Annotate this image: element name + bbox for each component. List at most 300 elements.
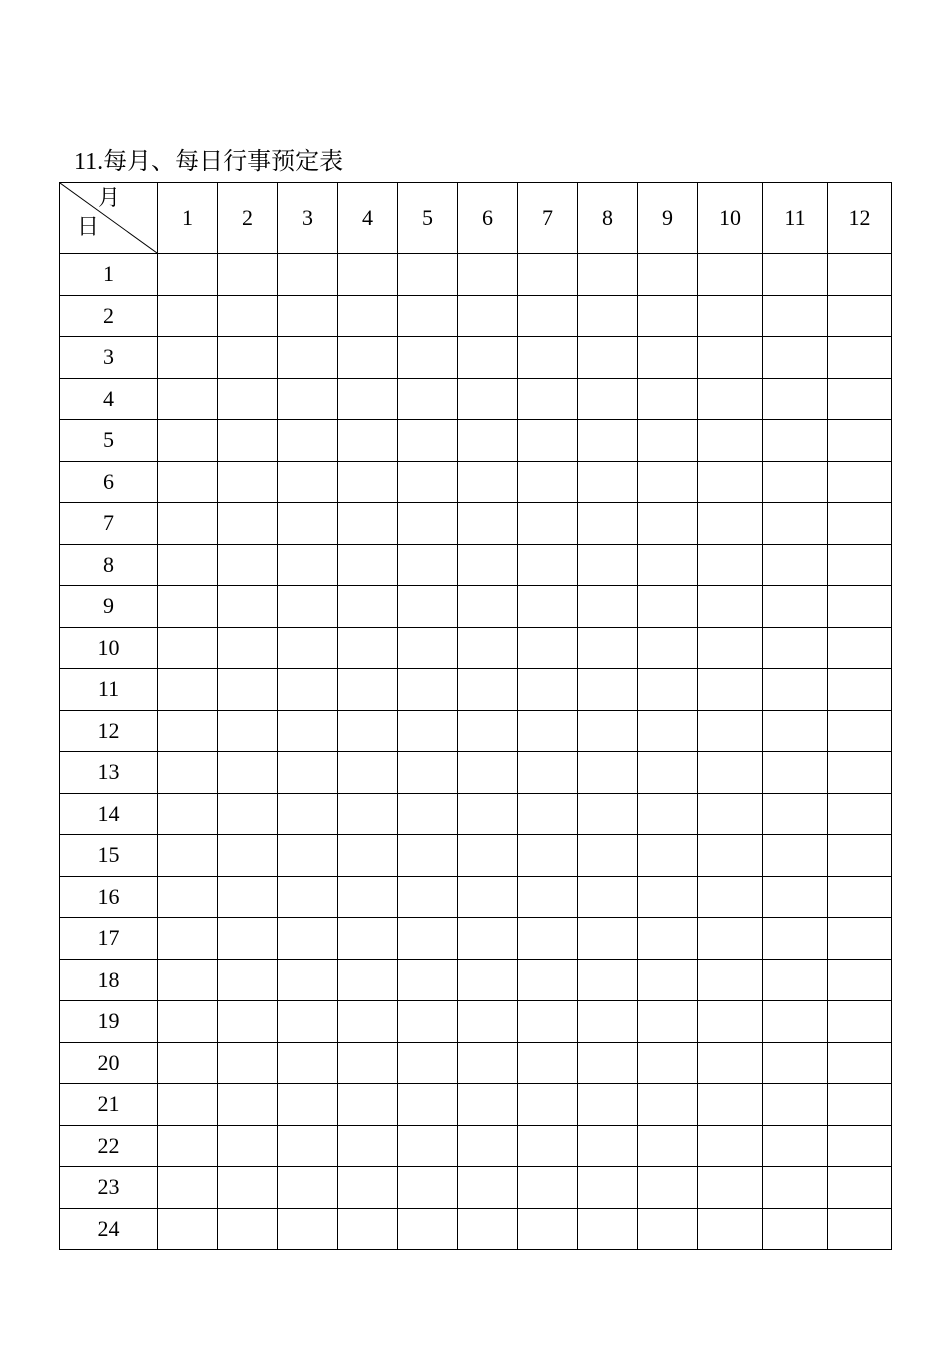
schedule-entry-cell[interactable] [338, 876, 398, 918]
schedule-entry-cell[interactable] [578, 669, 638, 711]
schedule-entry-cell[interactable] [398, 1042, 458, 1084]
schedule-entry-cell[interactable] [278, 1167, 338, 1209]
schedule-entry-cell[interactable] [698, 752, 763, 794]
schedule-entry-cell[interactable] [828, 918, 892, 960]
schedule-entry-cell[interactable] [338, 1001, 398, 1043]
schedule-entry-cell[interactable] [518, 1084, 578, 1126]
schedule-entry-cell[interactable] [698, 627, 763, 669]
schedule-entry-cell[interactable] [158, 295, 218, 337]
schedule-entry-cell[interactable] [338, 503, 398, 545]
schedule-entry-cell[interactable] [578, 876, 638, 918]
schedule-entry-cell[interactable] [458, 295, 518, 337]
schedule-entry-cell[interactable] [338, 752, 398, 794]
schedule-entry-cell[interactable] [578, 1042, 638, 1084]
schedule-entry-cell[interactable] [338, 669, 398, 711]
schedule-entry-cell[interactable] [338, 378, 398, 420]
schedule-entry-cell[interactable] [763, 669, 828, 711]
schedule-entry-cell[interactable] [698, 835, 763, 877]
schedule-entry-cell[interactable] [338, 1042, 398, 1084]
schedule-entry-cell[interactable] [638, 793, 698, 835]
schedule-entry-cell[interactable] [828, 1001, 892, 1043]
schedule-entry-cell[interactable] [158, 918, 218, 960]
schedule-entry-cell[interactable] [158, 752, 218, 794]
schedule-entry-cell[interactable] [698, 1042, 763, 1084]
day-label-cell [60, 876, 158, 918]
schedule-entry-cell[interactable] [278, 295, 338, 337]
schedule-entry-cell[interactable] [828, 544, 892, 586]
schedule-entry-cell[interactable] [638, 918, 698, 960]
schedule-entry-cell[interactable] [518, 378, 578, 420]
schedule-entry-cell[interactable] [698, 295, 763, 337]
schedule-entry-cell[interactable] [278, 876, 338, 918]
schedule-entry-cell[interactable] [338, 627, 398, 669]
schedule-entry-cell[interactable] [578, 959, 638, 1001]
schedule-entry-cell[interactable] [338, 337, 398, 379]
schedule-entry-cell[interactable] [518, 710, 578, 752]
schedule-entry-cell[interactable] [638, 710, 698, 752]
schedule-entry-cell[interactable] [698, 669, 763, 711]
schedule-entry-cell[interactable] [278, 835, 338, 877]
schedule-entry-cell[interactable] [828, 586, 892, 628]
schedule-entry-cell[interactable] [278, 627, 338, 669]
schedule-entry-cell[interactable] [698, 876, 763, 918]
schedule-entry-cell[interactable] [458, 378, 518, 420]
schedule-entry-cell[interactable] [763, 959, 828, 1001]
schedule-entry-cell[interactable] [828, 1167, 892, 1209]
schedule-entry-cell[interactable] [458, 835, 518, 877]
schedule-entry-cell[interactable] [458, 461, 518, 503]
schedule-entry-cell[interactable] [398, 1125, 458, 1167]
schedule-entry-cell[interactable] [518, 876, 578, 918]
schedule-entry-cell[interactable] [218, 1208, 278, 1250]
schedule-entry-cell[interactable] [698, 1084, 763, 1126]
schedule-entry-cell[interactable] [638, 254, 698, 296]
schedule-entry-cell[interactable] [518, 544, 578, 586]
schedule-entry-cell[interactable] [763, 337, 828, 379]
schedule-entry-cell[interactable] [218, 627, 278, 669]
schedule-entry-cell[interactable] [158, 835, 218, 877]
schedule-entry-cell[interactable] [828, 752, 892, 794]
schedule-entry-cell[interactable] [638, 627, 698, 669]
schedule-entry-cell[interactable] [158, 378, 218, 420]
schedule-entry-cell[interactable] [458, 918, 518, 960]
schedule-entry-cell[interactable] [398, 378, 458, 420]
schedule-entry-cell[interactable] [398, 752, 458, 794]
schedule-entry-cell[interactable] [698, 710, 763, 752]
schedule-entry-cell[interactable] [458, 1125, 518, 1167]
schedule-entry-cell[interactable] [518, 1001, 578, 1043]
schedule-entry-cell[interactable] [458, 876, 518, 918]
schedule-entry-cell[interactable] [578, 503, 638, 545]
schedule-entry-cell[interactable] [578, 586, 638, 628]
schedule-entry-cell[interactable] [158, 254, 218, 296]
schedule-entry-cell[interactable] [518, 627, 578, 669]
schedule-entry-cell[interactable] [338, 586, 398, 628]
schedule-entry-cell[interactable] [578, 835, 638, 877]
schedule-entry-cell[interactable] [763, 876, 828, 918]
schedule-entry-cell[interactable] [218, 461, 278, 503]
schedule-entry-cell[interactable] [398, 669, 458, 711]
table-row [60, 295, 892, 337]
schedule-entry-cell[interactable] [458, 710, 518, 752]
schedule-entry-cell[interactable] [278, 1084, 338, 1126]
schedule-entry-cell[interactable] [458, 1001, 518, 1043]
schedule-entry-cell[interactable] [698, 918, 763, 960]
schedule-entry-cell[interactable] [518, 918, 578, 960]
schedule-entry-cell[interactable] [278, 586, 338, 628]
schedule-entry-cell[interactable] [218, 503, 278, 545]
schedule-entry-cell[interactable] [158, 503, 218, 545]
schedule-entry-cell[interactable] [458, 544, 518, 586]
schedule-entry-cell[interactable] [218, 337, 278, 379]
schedule-entry-cell[interactable] [638, 752, 698, 794]
schedule-entry-cell[interactable] [578, 918, 638, 960]
schedule-entry-cell[interactable] [763, 627, 828, 669]
schedule-entry-cell[interactable] [763, 295, 828, 337]
schedule-entry-cell[interactable] [828, 1042, 892, 1084]
schedule-entry-cell[interactable] [828, 959, 892, 1001]
schedule-entry-cell[interactable] [458, 793, 518, 835]
schedule-entry-cell[interactable] [828, 876, 892, 918]
schedule-entry-cell[interactable] [638, 1208, 698, 1250]
schedule-entry-cell[interactable] [763, 710, 828, 752]
schedule-entry-cell[interactable] [638, 295, 698, 337]
schedule-entry-cell[interactable] [763, 378, 828, 420]
schedule-entry-cell[interactable] [398, 627, 458, 669]
schedule-entry-cell[interactable] [828, 295, 892, 337]
schedule-entry-cell[interactable] [218, 1001, 278, 1043]
schedule-entry-cell[interactable] [638, 835, 698, 877]
schedule-entry-cell[interactable] [218, 1167, 278, 1209]
schedule-entry-cell[interactable] [218, 586, 278, 628]
schedule-entry-cell[interactable] [578, 793, 638, 835]
schedule-entry-cell[interactable] [698, 1167, 763, 1209]
schedule-entry-cell[interactable] [828, 793, 892, 835]
schedule-entry-cell[interactable] [338, 1167, 398, 1209]
schedule-entry-cell[interactable] [218, 1084, 278, 1126]
schedule-entry-cell[interactable] [158, 1042, 218, 1084]
schedule-entry-cell[interactable] [398, 544, 458, 586]
schedule-entry-cell[interactable] [763, 1167, 828, 1209]
schedule-entry-cell[interactable] [458, 627, 518, 669]
schedule-entry-cell[interactable] [638, 1084, 698, 1126]
schedule-entry-cell[interactable] [158, 337, 218, 379]
schedule-entry-cell[interactable] [698, 254, 763, 296]
schedule-entry-cell[interactable] [638, 1042, 698, 1084]
schedule-entry-cell[interactable] [158, 1084, 218, 1126]
schedule-entry-cell[interactable] [518, 420, 578, 462]
schedule-entry-cell[interactable] [338, 1125, 398, 1167]
schedule-entry-cell[interactable] [278, 337, 338, 379]
schedule-entry-cell[interactable] [638, 959, 698, 1001]
schedule-entry-cell[interactable] [158, 461, 218, 503]
schedule-entry-cell[interactable] [518, 752, 578, 794]
schedule-entry-cell[interactable] [218, 420, 278, 462]
schedule-entry-cell[interactable] [638, 1125, 698, 1167]
schedule-entry-cell[interactable] [338, 1208, 398, 1250]
schedule-entry-cell[interactable] [578, 752, 638, 794]
schedule-entry-cell[interactable] [578, 710, 638, 752]
schedule-entry-cell[interactable] [398, 876, 458, 918]
schedule-entry-cell[interactable] [158, 544, 218, 586]
schedule-entry-cell[interactable] [518, 461, 578, 503]
schedule-entry-cell[interactable] [278, 544, 338, 586]
schedule-entry-cell[interactable] [218, 378, 278, 420]
schedule-entry-cell[interactable] [458, 669, 518, 711]
schedule-entry-cell[interactable] [278, 461, 338, 503]
schedule-entry-cell[interactable] [158, 1208, 218, 1250]
schedule-entry-cell[interactable] [218, 1125, 278, 1167]
day-label: 17 [97, 925, 120, 951]
schedule-entry-cell[interactable] [578, 544, 638, 586]
schedule-entry-cell[interactable] [278, 420, 338, 462]
schedule-entry-cell[interactable] [638, 1167, 698, 1209]
schedule-entry-cell[interactable] [518, 1167, 578, 1209]
schedule-entry-cell[interactable] [638, 461, 698, 503]
schedule-entry-cell[interactable] [828, 710, 892, 752]
schedule-entry-cell[interactable] [458, 752, 518, 794]
schedule-entry-cell[interactable] [763, 1084, 828, 1126]
schedule-entry-cell[interactable] [638, 378, 698, 420]
schedule-entry-cell[interactable] [578, 378, 638, 420]
schedule-entry-cell[interactable] [828, 461, 892, 503]
schedule-entry-cell[interactable] [698, 461, 763, 503]
schedule-entry-cell[interactable] [338, 710, 398, 752]
schedule-entry-cell[interactable] [458, 586, 518, 628]
schedule-entry-cell[interactable] [763, 1001, 828, 1043]
schedule-entry-cell[interactable] [398, 918, 458, 960]
schedule-entry-cell[interactable] [458, 337, 518, 379]
schedule-entry-cell[interactable] [578, 337, 638, 379]
schedule-entry-cell[interactable] [278, 752, 338, 794]
schedule-entry-cell[interactable] [458, 1167, 518, 1209]
schedule-entry-cell[interactable] [578, 1125, 638, 1167]
schedule-entry-cell[interactable] [638, 1001, 698, 1043]
schedule-entry-cell[interactable] [278, 1001, 338, 1043]
schedule-entry-cell[interactable] [218, 835, 278, 877]
schedule-entry-cell[interactable] [218, 710, 278, 752]
schedule-entry-cell[interactable] [338, 918, 398, 960]
schedule-entry-cell[interactable] [278, 793, 338, 835]
schedule-entry-cell[interactable] [278, 1208, 338, 1250]
schedule-entry-cell[interactable] [828, 627, 892, 669]
schedule-entry-cell[interactable] [518, 337, 578, 379]
schedule-entry-cell[interactable] [518, 959, 578, 1001]
schedule-entry-cell[interactable] [763, 503, 828, 545]
schedule-entry-cell[interactable] [763, 420, 828, 462]
schedule-entry-cell[interactable] [518, 254, 578, 296]
schedule-entry-cell[interactable] [828, 835, 892, 877]
schedule-entry-cell[interactable] [278, 254, 338, 296]
schedule-entry-cell[interactable] [763, 1125, 828, 1167]
schedule-entry-cell[interactable] [398, 1167, 458, 1209]
schedule-entry-cell[interactable] [338, 793, 398, 835]
schedule-entry-cell[interactable] [763, 461, 828, 503]
schedule-entry-cell[interactable] [698, 1208, 763, 1250]
schedule-entry-cell[interactable] [278, 1042, 338, 1084]
schedule-entry-cell[interactable] [218, 793, 278, 835]
schedule-entry-cell[interactable] [763, 544, 828, 586]
schedule-entry-cell[interactable] [218, 1042, 278, 1084]
schedule-entry-cell[interactable] [338, 254, 398, 296]
schedule-entry-cell[interactable] [828, 669, 892, 711]
schedule-entry-cell[interactable] [518, 835, 578, 877]
schedule-entry-cell[interactable] [458, 503, 518, 545]
schedule-entry-cell[interactable] [518, 1125, 578, 1167]
table-row [60, 461, 892, 503]
schedule-entry-cell[interactable] [458, 1208, 518, 1250]
day-label: 5 [103, 427, 114, 453]
schedule-entry-cell[interactable] [278, 959, 338, 1001]
schedule-entry-cell[interactable] [398, 461, 458, 503]
schedule-entry-cell[interactable] [398, 295, 458, 337]
schedule-entry-cell[interactable] [763, 918, 828, 960]
schedule-entry-cell[interactable] [338, 835, 398, 877]
schedule-entry-cell[interactable] [518, 1208, 578, 1250]
schedule-entry-cell[interactable] [158, 876, 218, 918]
schedule-entry-cell[interactable] [158, 793, 218, 835]
schedule-entry-cell[interactable] [218, 544, 278, 586]
header-row [60, 183, 892, 254]
schedule-entry-cell[interactable] [518, 793, 578, 835]
schedule-entry-cell[interactable] [398, 254, 458, 296]
schedule-entry-cell[interactable] [638, 876, 698, 918]
schedule-entry-cell[interactable] [828, 1084, 892, 1126]
schedule-entry-cell[interactable] [698, 337, 763, 379]
schedule-entry-cell[interactable] [763, 1208, 828, 1250]
table-row [60, 835, 892, 877]
schedule-entry-cell[interactable] [398, 420, 458, 462]
schedule-entry-cell[interactable] [338, 1084, 398, 1126]
schedule-entry-cell[interactable] [458, 254, 518, 296]
schedule-entry-cell[interactable] [698, 959, 763, 1001]
schedule-entry-cell[interactable] [518, 669, 578, 711]
schedule-entry-cell[interactable] [698, 420, 763, 462]
schedule-entry-cell[interactable] [763, 752, 828, 794]
schedule-entry-cell[interactable] [218, 669, 278, 711]
schedule-entry-cell[interactable] [698, 378, 763, 420]
schedule-entry-cell[interactable] [578, 1001, 638, 1043]
table-row [60, 378, 892, 420]
schedule-entry-cell[interactable] [218, 752, 278, 794]
schedule-entry-cell[interactable] [158, 710, 218, 752]
schedule-entry-cell[interactable] [578, 254, 638, 296]
day-label-cell [60, 1084, 158, 1126]
schedule-entry-cell[interactable] [158, 586, 218, 628]
schedule-entry-cell[interactable] [158, 420, 218, 462]
schedule-entry-cell[interactable] [458, 959, 518, 1001]
schedule-entry-cell[interactable] [828, 503, 892, 545]
schedule-entry-cell[interactable] [763, 1042, 828, 1084]
schedule-entry-cell[interactable] [763, 254, 828, 296]
schedule-entry-cell[interactable] [698, 586, 763, 628]
schedule-entry-cell[interactable] [518, 295, 578, 337]
schedule-entry-cell[interactable] [278, 378, 338, 420]
schedule-entry-cell[interactable] [398, 1001, 458, 1043]
schedule-entry-cell[interactable] [578, 420, 638, 462]
schedule-entry-cell[interactable] [398, 710, 458, 752]
schedule-entry-cell[interactable] [698, 793, 763, 835]
schedule-entry-cell[interactable] [578, 461, 638, 503]
schedule-entry-cell[interactable] [698, 1001, 763, 1043]
schedule-entry-cell[interactable] [698, 503, 763, 545]
schedule-entry-cell[interactable] [638, 420, 698, 462]
schedule-entry-cell[interactable] [398, 337, 458, 379]
schedule-entry-cell[interactable] [638, 503, 698, 545]
schedule-entry-cell[interactable] [638, 669, 698, 711]
schedule-entry-cell[interactable] [278, 710, 338, 752]
schedule-entry-cell[interactable] [638, 337, 698, 379]
schedule-entry-cell[interactable] [763, 835, 828, 877]
schedule-entry-cell[interactable] [638, 586, 698, 628]
schedule-entry-cell[interactable] [158, 959, 218, 1001]
schedule-entry-cell[interactable] [518, 1042, 578, 1084]
schedule-entry-cell[interactable] [698, 1125, 763, 1167]
schedule-entry-cell[interactable] [828, 337, 892, 379]
schedule-entry-cell[interactable] [398, 1084, 458, 1126]
schedule-entry-cell[interactable] [763, 793, 828, 835]
schedule-entry-cell[interactable] [158, 1167, 218, 1209]
schedule-entry-cell[interactable] [398, 503, 458, 545]
schedule-entry-cell[interactable] [698, 544, 763, 586]
schedule-entry-cell[interactable] [828, 254, 892, 296]
schedule-entry-cell[interactable] [398, 586, 458, 628]
schedule-entry-cell[interactable] [218, 876, 278, 918]
schedule-entry-cell[interactable] [518, 586, 578, 628]
schedule-entry-cell[interactable] [158, 1001, 218, 1043]
schedule-entry-cell[interactable] [578, 1084, 638, 1126]
schedule-entry-cell[interactable] [518, 503, 578, 545]
schedule-entry-cell[interactable] [278, 669, 338, 711]
schedule-entry-cell[interactable] [398, 1208, 458, 1250]
schedule-entry-cell[interactable] [398, 959, 458, 1001]
schedule-entry-cell[interactable] [578, 1167, 638, 1209]
schedule-entry-cell[interactable] [578, 295, 638, 337]
schedule-entry-cell[interactable] [763, 586, 828, 628]
schedule-entry-cell[interactable] [828, 378, 892, 420]
schedule-entry-cell[interactable] [338, 959, 398, 1001]
month-label: 1 [182, 205, 193, 230]
schedule-entry-cell[interactable] [578, 627, 638, 669]
schedule-entry-cell[interactable] [338, 295, 398, 337]
schedule-entry-cell[interactable] [828, 1208, 892, 1250]
schedule-entry-cell[interactable] [158, 1125, 218, 1167]
schedule-entry-cell[interactable] [338, 544, 398, 586]
schedule-entry-cell[interactable] [278, 1125, 338, 1167]
schedule-entry-cell[interactable] [458, 1084, 518, 1126]
schedule-entry-cell[interactable] [218, 918, 278, 960]
schedule-entry-cell[interactable] [278, 918, 338, 960]
schedule-entry-cell[interactable] [578, 1208, 638, 1250]
schedule-entry-cell[interactable] [158, 669, 218, 711]
schedule-entry-cell[interactable] [158, 627, 218, 669]
schedule-entry-cell[interactable] [828, 420, 892, 462]
schedule-entry-cell[interactable] [458, 420, 518, 462]
day-label-cell [60, 461, 158, 503]
schedule-entry-cell[interactable] [638, 544, 698, 586]
schedule-entry-cell[interactable] [218, 959, 278, 1001]
schedule-entry-cell[interactable] [218, 254, 278, 296]
schedule-entry-cell[interactable] [218, 295, 278, 337]
schedule-entry-cell[interactable] [338, 461, 398, 503]
schedule-entry-cell[interactable] [398, 835, 458, 877]
schedule-entry-cell[interactable] [828, 1125, 892, 1167]
schedule-entry-cell[interactable] [338, 420, 398, 462]
schedule-entry-cell[interactable] [398, 793, 458, 835]
schedule-entry-cell[interactable] [278, 503, 338, 545]
table-row [60, 337, 892, 379]
schedule-entry-cell[interactable] [458, 1042, 518, 1084]
